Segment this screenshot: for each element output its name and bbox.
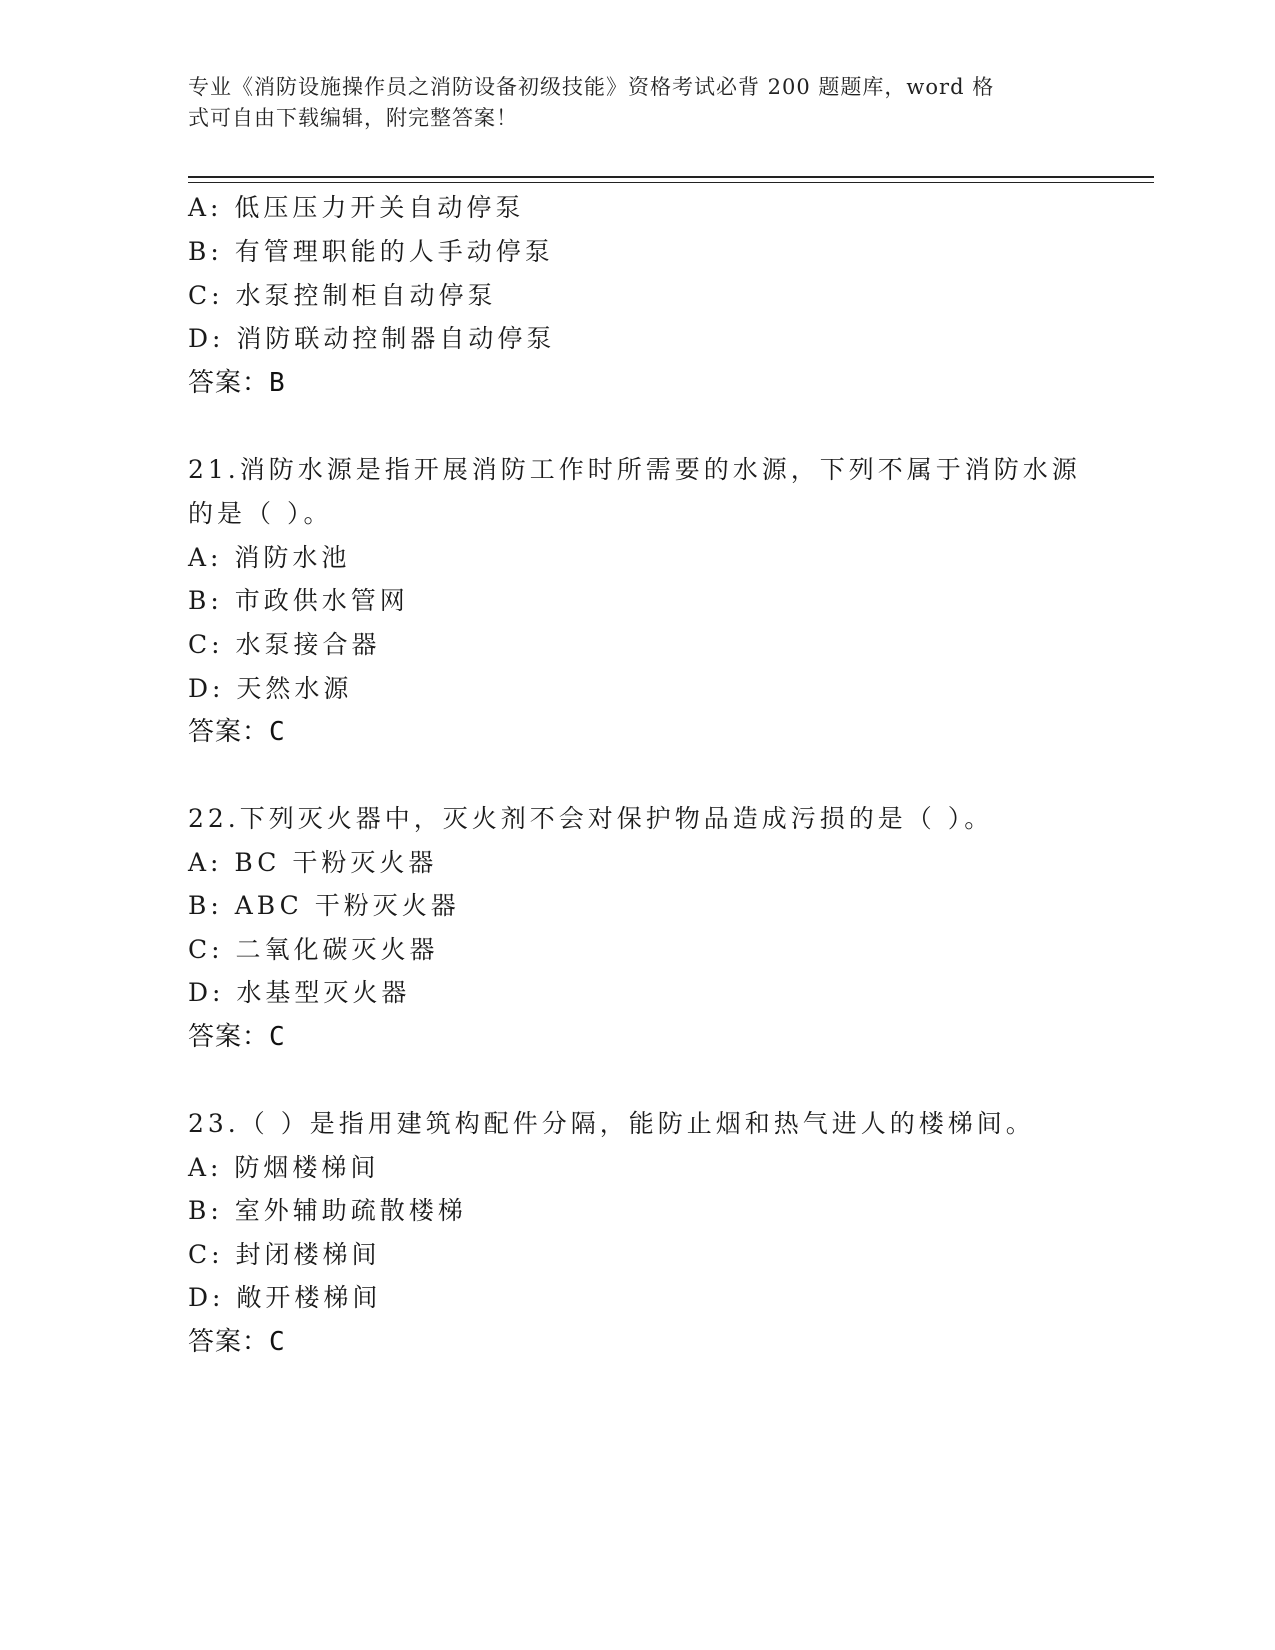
answer-label: 答案：	[188, 368, 270, 398]
q20-option-d: D: 消防联动控制器自动停泵	[188, 324, 556, 353]
answer-value: C	[269, 1022, 286, 1052]
q23-option-b: B: 室外辅助疏散楼梯	[188, 1196, 467, 1225]
header-divider-thin	[188, 182, 1154, 183]
header-divider-thick	[188, 176, 1154, 178]
q22-option-a: A: BC 干粉灭火器	[188, 848, 438, 877]
answer-label: 答案：	[188, 1022, 270, 1052]
q21-option-d: D: 天然水源	[188, 674, 353, 703]
q23-answer	[188, 1321, 286, 1358]
answer-value: C	[269, 1327, 286, 1357]
q22-option-d: D: 水基型灭火器	[188, 978, 411, 1007]
q23-option-d: D: 敞开楼梯间	[188, 1283, 382, 1312]
q22-answer	[188, 1016, 286, 1053]
q21-stem-line-2: 的是（ ）。	[188, 499, 333, 528]
q22-option-b: B: ABC 干粉灭火器	[188, 891, 460, 920]
q20-option-a: A: 低压压力开关自动停泵	[188, 193, 525, 222]
q22-option-c: C: 二氧化碳灭火器	[188, 935, 439, 964]
q23-stem-line-1: 23.（ ）是指用建筑构配件分隔，能防止烟和热气进人的楼梯间。	[188, 1109, 1035, 1138]
q21-option-a: A: 消防水池	[188, 543, 351, 572]
q21-option-c: C: 水泵接合器	[188, 630, 381, 659]
answer-value: C	[269, 717, 286, 747]
header-line-1: 专业《消防设施操作员之消防设备初级技能》资格考试必背 200 题题库，word 格	[188, 75, 995, 99]
q21-answer	[188, 711, 286, 748]
q21-option-b: B: 市政供水管网	[188, 586, 409, 615]
q20-answer	[188, 362, 286, 399]
q22-stem-line-1: 22.下列灭火器中，灭火剂不会对保护物品造成污损的是（ ）。	[188, 804, 994, 833]
q23-option-a: A: 防烟楼梯间	[188, 1153, 380, 1182]
answer-label: 答案：	[188, 1327, 270, 1357]
q20-option-b: B: 有管理职能的人手动停泵	[188, 237, 554, 266]
q20-option-c: C: 水泵控制柜自动停泵	[188, 281, 497, 310]
q23-option-c: C: 封闭楼梯间	[188, 1240, 381, 1269]
document-header	[188, 72, 1068, 134]
q21-stem-line-1: 21.消防水源是指开展消防工作时所需要的水源，下列不属于消防水源	[188, 455, 1081, 484]
answer-value: B	[269, 368, 286, 398]
answer-label: 答案：	[188, 717, 270, 747]
header-line-2: 式可自由下载编辑，附完整答案！	[188, 106, 518, 130]
